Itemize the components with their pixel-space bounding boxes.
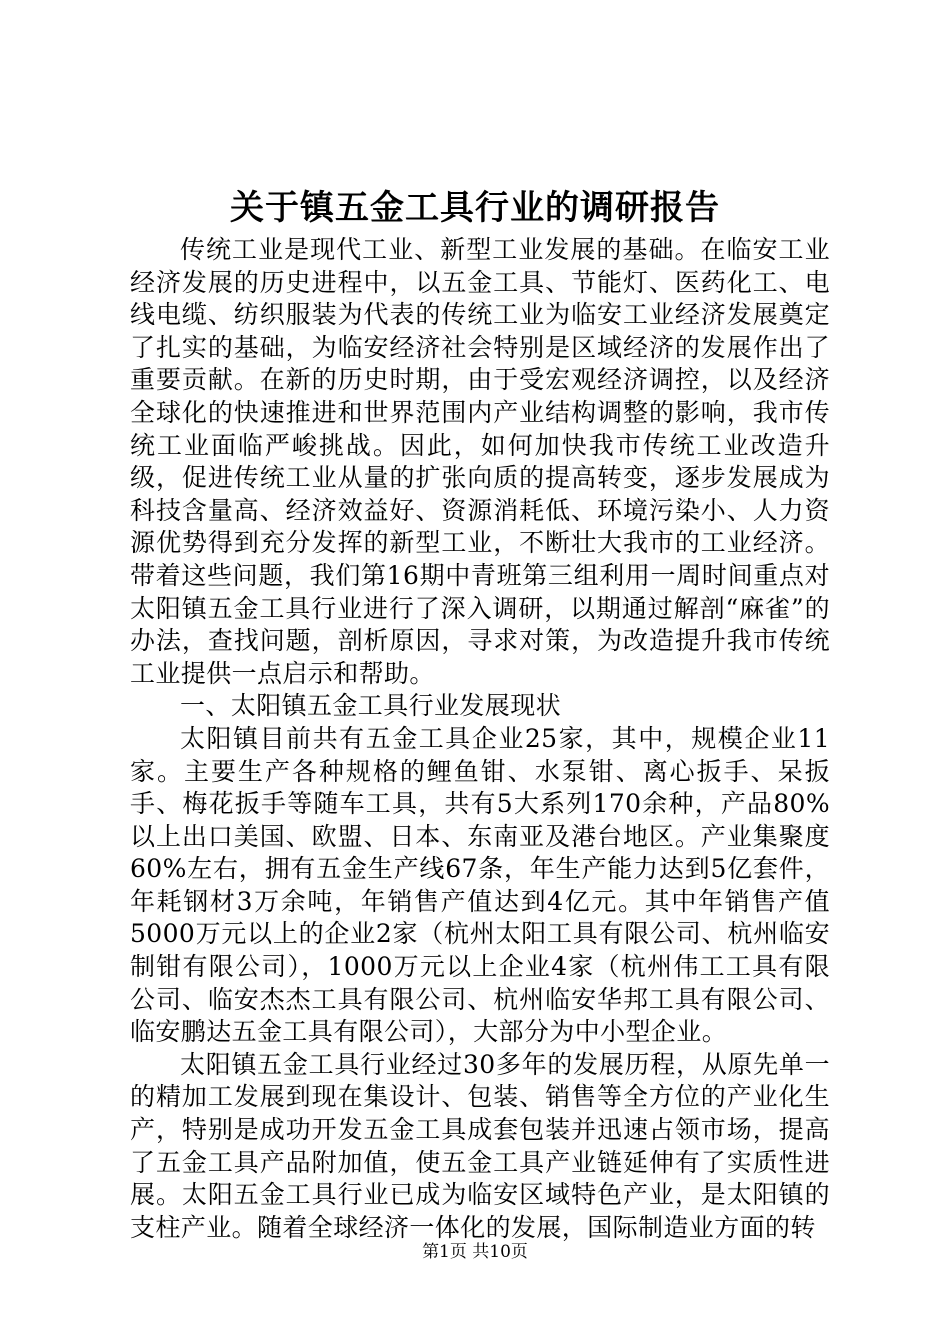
document-body bbox=[130, 234, 830, 1244]
paragraph-status: 太阳镇目前共有五金工具企业25家，其中，规模企业11家。主要生产各种规格的鲤鱼钳、水泵钳、离心扳手、呆扳手、梅花扳手等随车工具，共有5大系列170余种，产品80%以上出口美国、欧盟、日本、东南亚及港台地区。产业集聚度60%左右，拥有五金生产线67条，年生产能力达到5亿套件，年耗钢材3万余吨，年销售产值达到4亿元。其中年销售产值5000万元以上的企业2家（杭州太阳工具有限公司、杭州临安制钳有限公司），1000万元以上企业4家（杭州伟工工具有限公司、临安杰杰工具有限公司、杭州临安华邦工具有限公司、临安鹏达五金工具有限公司），大部分为中小型企业。 bbox=[130, 723, 830, 1047]
paragraph-intro: 传统工业是现代工业、新型工业发展的基础。在临安工业经济发展的历史进程中，以五金工具、节能灯、医药化工、电线电缆、纺织服装为代表的传统工业为临安工业经济发展奠定了扎实的基础，为临安经济社会特别是区域经济的发展作出了重要贡献。在新的历史时期，由于受宏观经济调控，以及经济全球化的快速推进和世界范围内产业结构调整的影响，我市传统工业面临严峻挑战。因此，如何加快我市传统工业改造升级，促进传统工业从量的扩张向质的提高转变，逐步发展成为科技含量高、经济效益好、资源消耗低、环境污染小、人力资源优势得到充分发挥的新型工业，不断壮大我市的工业经济。带着这些问题，我们第16期中青班第三组利用一周时间重点对太阳镇五金工具行业进行了深入调研，以期通过解剖“麻雀”的办法，查找问题，剖析原因，寻求对策，为改造提升我市传统工业提供一点启示和帮助。 bbox=[130, 235, 830, 688]
paragraph-history: 太阳镇五金工具行业经过30多年的发展历程，从原先单一的精加工发展到现在集设计、包装、销售等全方位的产业化生产，特别是成功开发五金工具成套包装并迅速占领市场，提高了五金工具产品附加值，使五金工具产业链延伸有了实质性进展。太阳五金工具行业已成为临安区域特色产业，是太阳镇的支柱产业。随着全球经济一体化的发展，国际制造业方面的转 bbox=[130, 1049, 830, 1242]
section-heading: 一、太阳镇五金工具行业发展现状 bbox=[180, 691, 562, 721]
document-title: 关于镇五金工具行业的调研报告 bbox=[230, 188, 720, 228]
page-number-footer: 第1页 共10页 bbox=[422, 1242, 528, 1262]
